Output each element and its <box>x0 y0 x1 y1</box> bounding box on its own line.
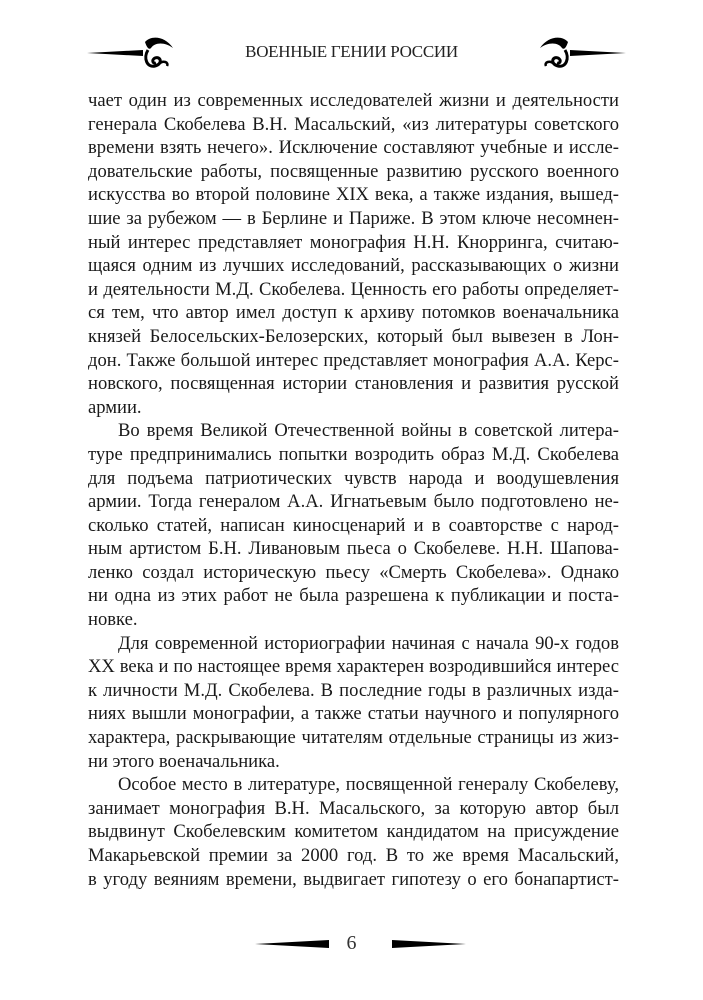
text-line: выдвинут Скобелевским комитетом кандидатом на присуждение <box>88 821 619 843</box>
text-line: ным артистом Б.Н. Ливановым пьеса о Скобелеве. Н.Н. Шапова- <box>88 538 619 560</box>
text-line: занимает монография В.Н. Масальского, за которую автор был <box>88 797 619 819</box>
text-line: армии. <box>88 396 142 418</box>
text-line: времени взять нечего». Исключение составляют учебные и иссле- <box>88 137 619 159</box>
left-footer-rule-icon <box>255 938 330 950</box>
right-footer-rule-icon <box>392 938 467 950</box>
text-line: князей Белосельских-Белозерских, который был вывезен в Лон- <box>88 325 619 347</box>
running-title: ВОЕННЫЕ ГЕНИИ РОССИИ <box>245 42 458 61</box>
text-line: ный интерес представляет монография Н.Н. Кнорринга, считаю- <box>88 231 619 253</box>
text-line: чает один из современных исследователей жизни и деятельности <box>88 90 619 111</box>
page-footer <box>0 930 703 970</box>
text-line: характера, раскрывающие читателям отдельные страницы из жиз- <box>88 727 619 749</box>
text-line: шие за рубежом — в Берлине и Париже. В этом ключе несомнен- <box>88 207 619 229</box>
right-ornament-icon <box>518 36 628 76</box>
text-line: ленко создал историческую пьесу «Смерть Скобелева». Однако <box>88 561 619 583</box>
text-line: ни этого военачальника. <box>88 750 280 772</box>
text-line: новского, посвященная истории становления и развития русской <box>88 373 619 395</box>
page-body-text <box>88 89 619 891</box>
text-line: сколько статей, написан киносценарий и в соавторстве с народ- <box>88 514 619 536</box>
text-line: довательские работы, посвященные развитию русского военного <box>88 160 619 182</box>
text-line: армии. Тогда генералом А.А. Игнатьевым было подготовлено не- <box>88 491 619 513</box>
text-line: Макарьевской премии за 2000 год. В то же время Масальский, <box>88 845 619 866</box>
text-line: ся тем, что автор имел доступ к архиву потомков военачальника <box>88 302 619 324</box>
text-line: новке. <box>88 609 138 631</box>
text-line: к личности М.Д. Скобелева. В последние годы в различных изда- <box>88 679 619 701</box>
text-line: туре предпринимались попытки возродить образ М.Д. Скобелева <box>88 443 619 465</box>
text-line: Особое место в литературе, посвященной генералу Скобелеву, <box>118 774 619 796</box>
paragraph <box>88 773 619 891</box>
text-line: щаяся одним из лучших исследований, рассказывающих о жизни <box>88 255 619 277</box>
text-line: XX века и по настоящее время характерен возродившийся интерес <box>88 656 619 678</box>
text-line: в угоду веяниям времени, выдвигает гипотезу о его бонапартист- <box>88 868 619 890</box>
left-ornament-icon <box>85 36 195 76</box>
text-line: Для современной историографии начиная с начала 90-х годов <box>118 632 619 654</box>
text-line: искусства во второй половине XIX века, а также издания, вышед- <box>88 184 619 206</box>
text-line: для подъема патриотических чувств народа и воодушевления <box>88 467 619 489</box>
text-line: Во время Великой Отечественной войны в советской литера- <box>118 420 619 442</box>
paragraph <box>88 419 619 631</box>
text-line: ни одна из этих работ не была разрешена к публикации и поста- <box>88 585 619 607</box>
text-line: и деятельности М.Д. Скобелева. Ценность его работы определяет- <box>88 278 619 300</box>
text-line: ниях вышли монографии, а также статьи научного и популярного <box>88 703 619 725</box>
paragraph <box>88 632 619 774</box>
running-header <box>0 36 703 76</box>
page-number: 6 <box>346 932 357 954</box>
text-line: дон. Также большой интерес представляет монография А.А. Керс- <box>88 349 619 371</box>
paragraph <box>88 89 619 419</box>
text-line: генерала Скобелева В.Н. Масальский, «из литературы советского <box>88 113 619 135</box>
